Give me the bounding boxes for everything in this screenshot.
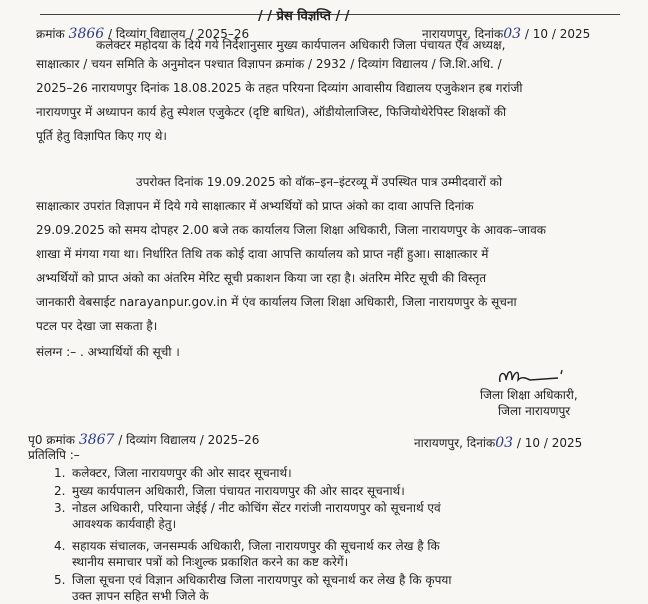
list-item-number: 5. (54, 573, 66, 587)
list-item-number: 4. (54, 539, 66, 553)
list-item-text-cont: उक्त ज्ञापन सहित सभी जिले के (72, 589, 209, 603)
list-item-text-cont: आवश्यक कार्यवाही हेतु। (72, 517, 177, 531)
paragraph-1 (36, 38, 626, 148)
para1-line: 2025–26 नारायणपुर दिनांक 18.08.2025 के तहत परियना दिव्यांग आवासीय विद्यालय एजुकेशन हब गरांजी (36, 81, 523, 95)
signatory-designation: जिला शिक्षा अधिकारी, (480, 388, 578, 402)
para2-line: जानकारी वेबसाईट narayanpur.gov.in में एंव कार्यालय जिला शिक्षा अधिकारी, जिला नारायणपुर के सूचना (36, 295, 517, 309)
list-item-text: नोडल अधिकारी, परियाना जेईई / नीट कोचिंग सेंटर गरांजी नारायणपुर को सूचनार्थ एवं (72, 501, 441, 515)
para2-line: पटल पर देखा जा सकता है। (36, 319, 158, 333)
copy-place-date-line (414, 436, 582, 450)
list-item (54, 483, 624, 499)
list-item (54, 538, 624, 570)
document-title: / / प्रेस विज्ञप्ति / / (258, 9, 350, 24)
para1-line: पूर्ति हेतु विज्ञापित किए गए थे। (36, 129, 167, 143)
list-item (54, 465, 624, 481)
para1-line: साक्षात्कार / चयन समिति के अनुमोदन पश्चात विज्ञापन क्रमांक / 2932 / दिव्यांग विद्यालय / जि.शि.अधि. / (36, 57, 502, 71)
kramank-number-handwritten: 3866 (68, 26, 105, 42)
copy-kramank-suffix: / दिव्यांग विद्यालय / 2025–26 (118, 433, 260, 447)
signatory-district: जिला नारायणपुर (498, 404, 571, 418)
list-item-number: 2. (54, 484, 66, 498)
list-item-text: सहायक संचालक, जनसम्पर्क अधिकारी, जिला नारायणपुर की सूचनार्थ कर लेख है कि (72, 539, 440, 553)
copy-kramank-line (28, 433, 259, 447)
place-date-label: नारायणपुर, दिनांक (422, 27, 504, 41)
paragraph-2 (36, 170, 626, 338)
kramank-label: क्रमांक (36, 27, 65, 41)
copy-place-date-label: नारायणपुर, दिनांक (414, 436, 496, 450)
pratilipi-label: प्रतिलिपि :– (28, 448, 80, 462)
para2-line: उपरोक्त दिनांक 19.09.2025 को वॉक–इन–इंटरव्यू में उपस्थित पात्र उम्मीदवारों को (136, 175, 503, 189)
para2-line: 29.09.2025 को समय दोपहर 2.00 बजे तक कार्यालय जिला शिक्षा अधिकारी, जिला नारायणपुर के आवक–जावक (36, 223, 546, 237)
list-item-text: मुख्य कार्यपालन अधिकारी, जिला पंचायत नारायणपुर की ओर सादर सूचनार्थ। (72, 484, 405, 498)
para1-line: नारायणपुर में अध्यापन कार्य हेतु स्पेशल एजुकेटर (दृष्टि बाधित), ऑडीयोलाजिस्ट, फिजियोथेरेपिस्ट शिक्षकों की (36, 105, 507, 119)
date-day-handwritten: 03 (503, 26, 522, 42)
list-item (54, 500, 624, 532)
enclosure-note: संलग्न :– . अभ्यार्थियों की सूची । (36, 345, 180, 359)
copy-date-day-handwritten: 03 (495, 435, 514, 451)
kramank-suffix: / दिव्यांग विद्यालय / 2025–26 (108, 27, 250, 41)
para2-line: साक्षात्कार उपरांत विज्ञापन में दिये गये साक्षात्कार में अभ्यर्थियों को प्राप्त अंको का दावा आपत्ति दिनांक (36, 199, 474, 213)
list-item-number: 1. (54, 466, 66, 480)
para2-line: अभ्यर्थियों को प्राप्त अंको का अंतरिम मेरिट सूची प्रकाशन किया जा रहा है। अंतरिम मेरिट सूची की विस्तृत (36, 271, 487, 285)
para2-line: शाखा में मंगया गया था। निर्धारित तिथि तक कोई दावा आपत्ति कार्यालय को प्राप्त नहीं हुआ। साक्षात्कार में (36, 247, 489, 261)
copy-kramank-label: पृ0 क्रमांक (28, 433, 75, 447)
officer-signature (496, 366, 566, 388)
date-rest: / 10 / 2025 (524, 27, 591, 41)
copy-date-rest: / 10 / 2025 (516, 436, 583, 450)
list-item-text: कलेक्टर, जिला नारायणपुर की ओर सादर सूचनार्थ। (72, 466, 292, 480)
copy-kramank-number-handwritten: 3867 (78, 432, 115, 448)
para1-line: कलेक्टर महोदया के दिये गये निर्देशानुसार मुख्य कार्यपालन अधिकारी जिला पंचायत एवं अध्यक्ष, (96, 38, 506, 52)
list-item-number: 3. (54, 501, 66, 515)
copy-recipients-list (54, 465, 624, 604)
list-item-text-cont: स्थानीय समाचार पत्रों को निःशुल्क प्रकाशित करने का कष्ट करेगें। (72, 555, 349, 569)
list-item (54, 572, 624, 604)
list-item-text: जिला सूचना एवं विज्ञान अधिकारीख जिला नारायणपुर को सूचनार्थ कर लेख है कि कृपया (72, 573, 452, 587)
